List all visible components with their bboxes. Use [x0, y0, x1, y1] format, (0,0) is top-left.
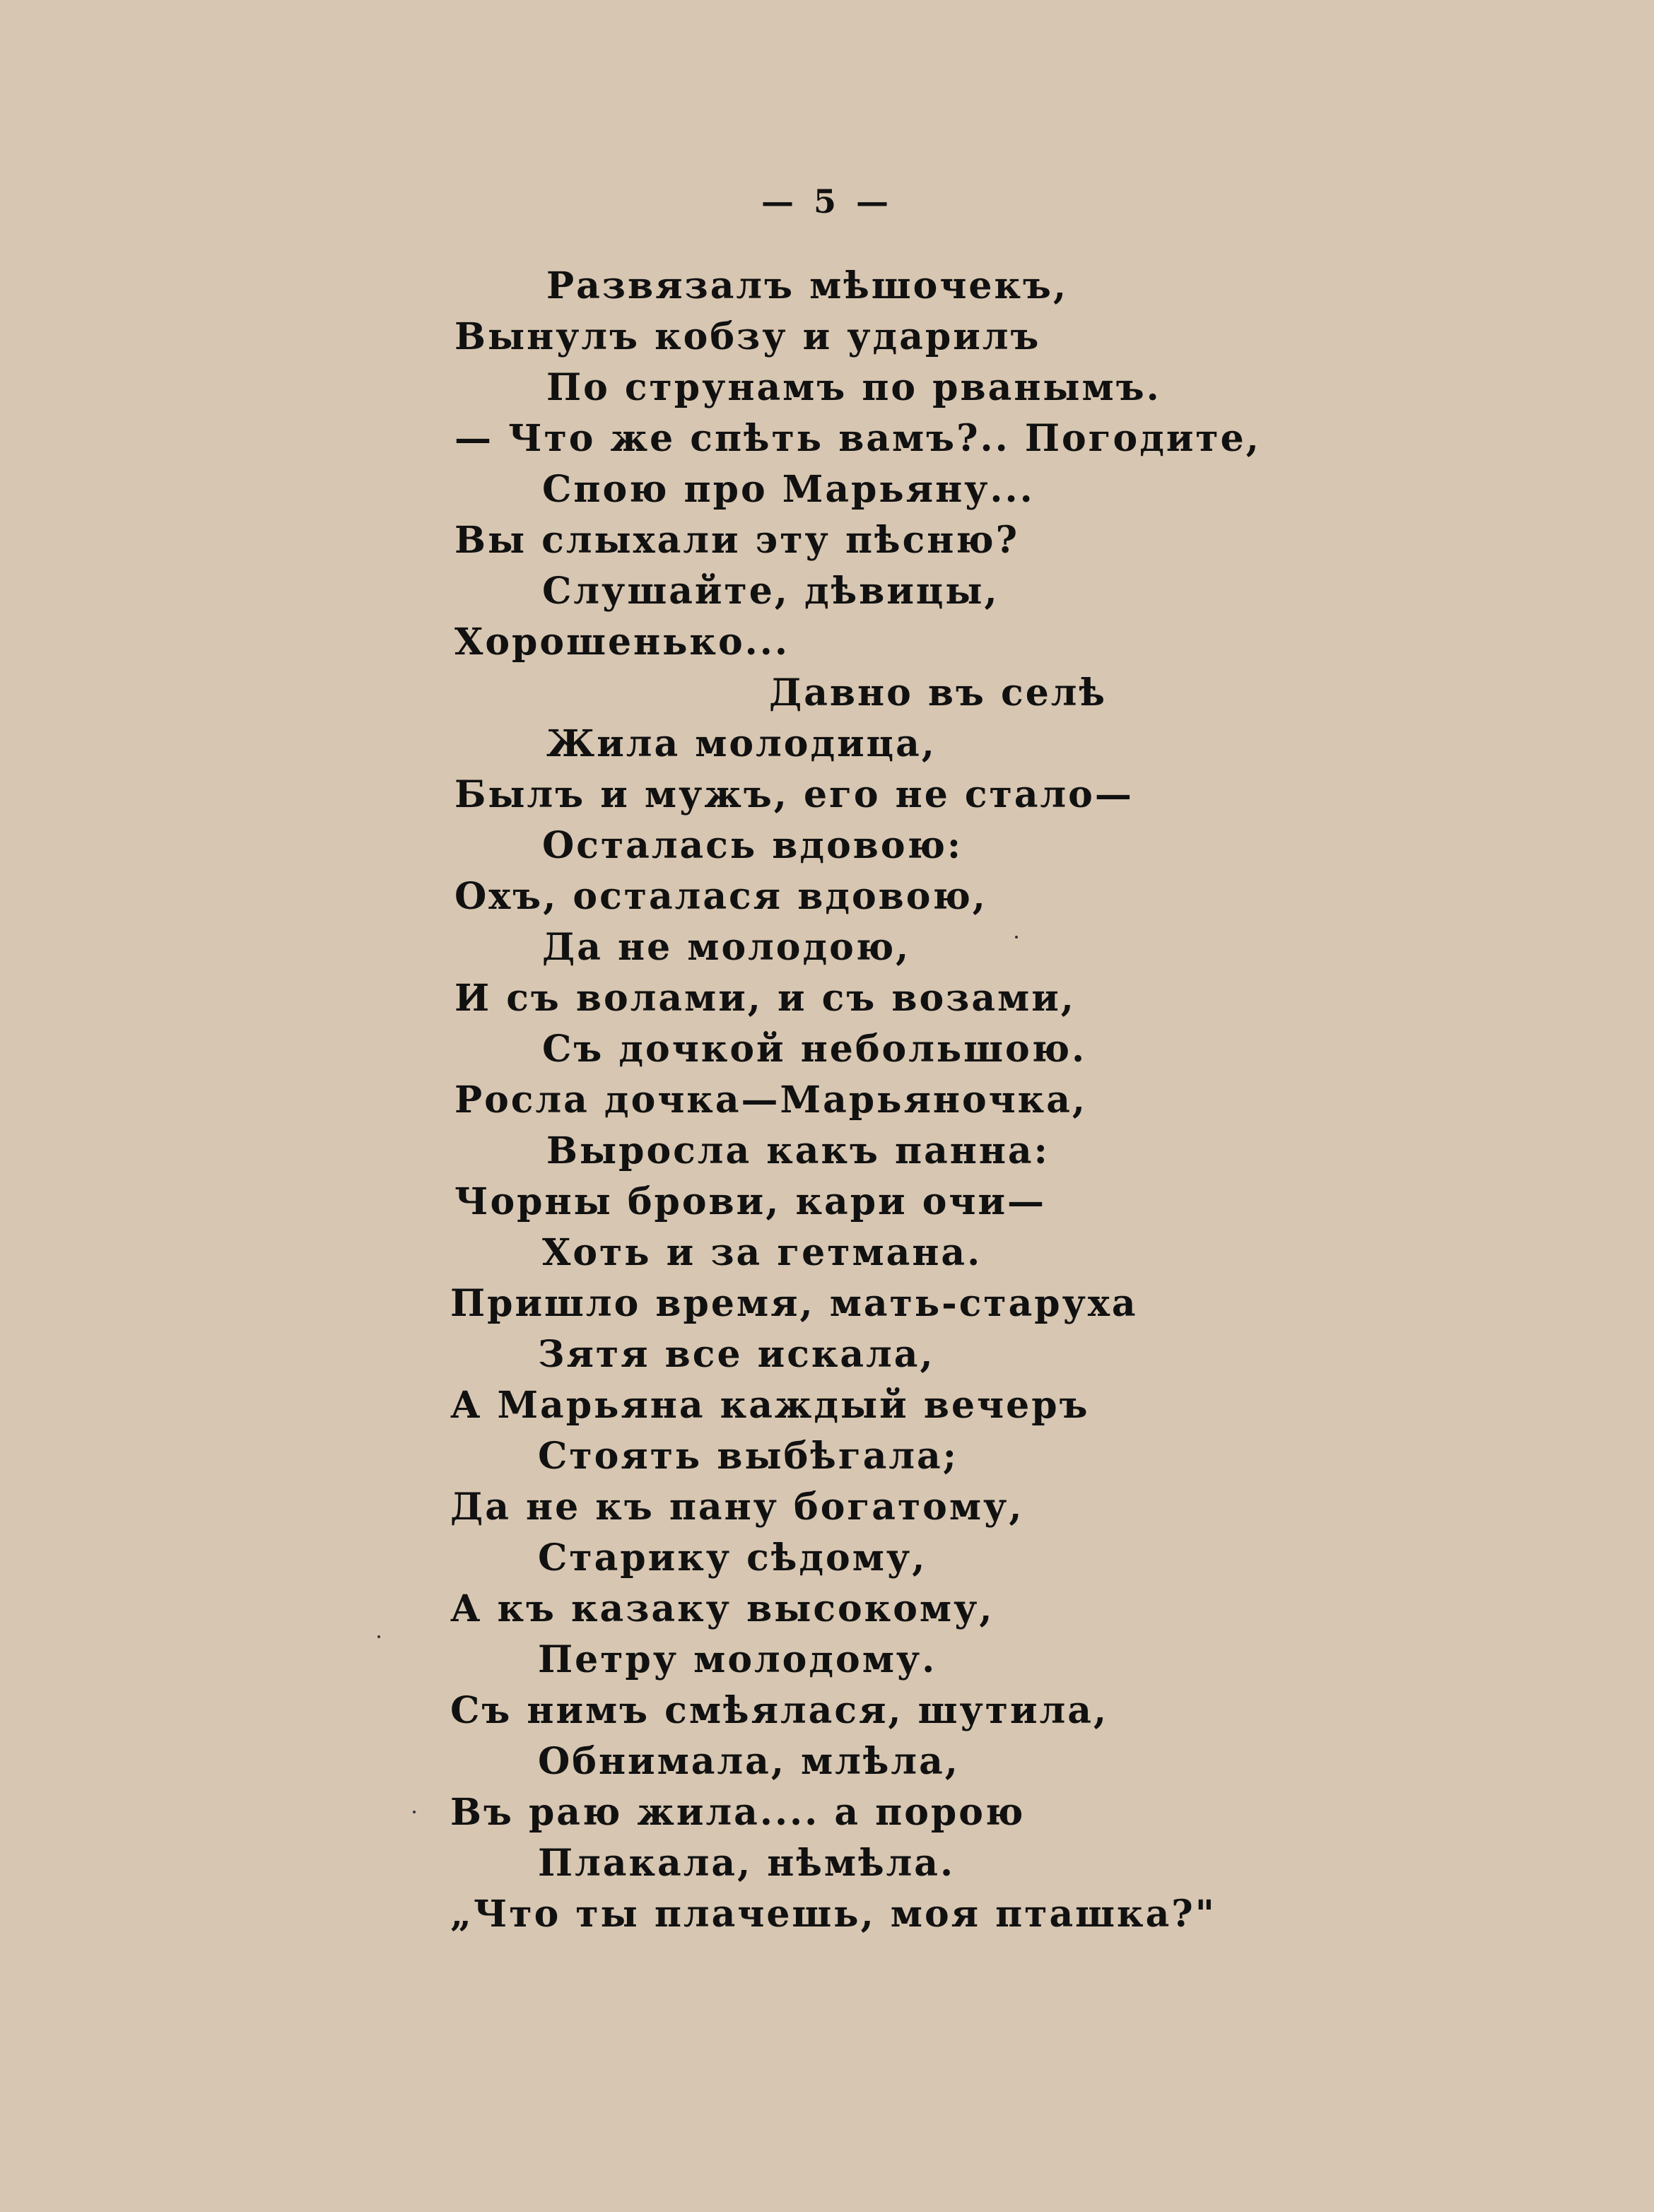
poem-line: Вынулъ кобзу и ударилъ [454, 315, 1041, 358]
paper-speck [377, 1635, 380, 1638]
poem-line: Выросла какъ панна: [546, 1129, 1050, 1172]
poem-line: Стоять выбѣгала; [538, 1435, 958, 1478]
poem-line: „Что ты плачешь, моя пташка?" [450, 1893, 1216, 1936]
poem-line: Слушайте, дѣвицы, [542, 570, 999, 613]
poem-line: Плакала, нѣмѣла. [538, 1842, 956, 1885]
poem-line: Старику сѣдому, [538, 1536, 927, 1579]
poem-line: Жила молодица, [546, 722, 937, 765]
poem-line: Петру молодому. [538, 1638, 937, 1681]
poem-line: А Марьяна каждый вечеръ [450, 1384, 1090, 1427]
poem-line: Съ нимъ смѣялася, шутила, [450, 1689, 1109, 1732]
poem-line: Давно въ селѣ [769, 671, 1108, 714]
poem-line: — Что же спѣть вамъ?.. Погодите, [454, 417, 1261, 460]
poem-line: По струнамъ по рванымъ. [546, 366, 1161, 409]
poem-line: Развязалъ мѣшочекъ, [546, 264, 1069, 307]
paper-speck [1015, 936, 1018, 939]
poem-line: Хорошенько... [454, 620, 790, 664]
poem-line: Въ раю жила.... а порою [450, 1791, 1026, 1834]
poem-line: Да не молодою, [542, 926, 911, 969]
poem-line: Охъ, осталася вдовою, [454, 875, 987, 918]
page-number: — 5 — [761, 182, 893, 220]
poem-line: Вы слыхали эту пѣсню? [454, 519, 1020, 562]
poem-line: А къ казаку высокому, [450, 1587, 995, 1630]
poem-line: Пришло время, мать-старуха [450, 1282, 1138, 1325]
poem-line: Спою про Марьяну... [542, 468, 1035, 511]
poem-line: И съ волами, и съ возами, [454, 977, 1076, 1020]
poem-line: Былъ и мужъ, его не стало— [454, 773, 1134, 816]
poem-line: Да не къ пану богатому, [450, 1486, 1024, 1529]
poem-line: Хоть и за гетмана. [542, 1231, 983, 1274]
poem-line: Осталась вдовою: [542, 824, 963, 867]
poem-line: Чорны брови, кари очи— [454, 1180, 1047, 1223]
paper-speck [413, 1811, 416, 1813]
poem-line: Съ дочкой небольшою. [542, 1028, 1087, 1071]
poem-line: Обнимала, млѣла, [538, 1740, 960, 1783]
poem-line: Зятя все искала, [538, 1333, 935, 1376]
poem-line: Росла дочка—Марьяночка, [454, 1078, 1088, 1122]
